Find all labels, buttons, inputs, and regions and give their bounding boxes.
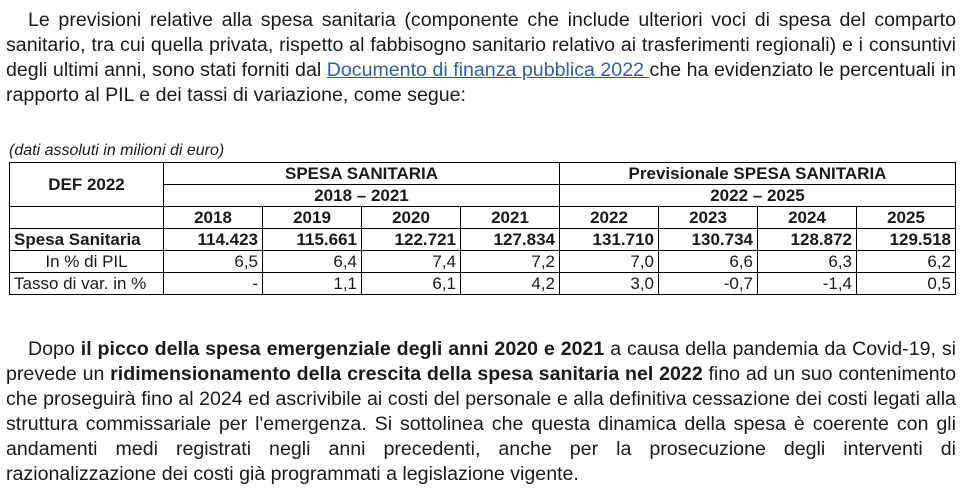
table-row [10, 273, 956, 295]
table-cell: -0,7 [659, 273, 758, 295]
table-cell: 131.710 [560, 229, 659, 251]
year-header: 2020 [362, 207, 461, 229]
analysis-paragraph [6, 337, 956, 487]
year-header: 2022 [560, 207, 659, 229]
para2-bold: ridimensionamento della crescita della spesa sanitaria nel 2022 [110, 363, 703, 385]
table-corner-label: DEF 2022 [10, 163, 164, 207]
table-cell: 6,4 [263, 251, 362, 273]
table-cell: 130.734 [659, 229, 758, 251]
group1-title: SPESA SANITARIA [164, 163, 560, 185]
row-label: Tasso di var. in % [10, 273, 164, 295]
health-spending-table [9, 162, 956, 295]
table-cell: 6,5 [164, 251, 263, 273]
year-header: 2025 [857, 207, 956, 229]
table-cell: - [164, 273, 263, 295]
table-cell: 6,6 [659, 251, 758, 273]
year-header-empty [10, 207, 164, 229]
table-cell: 122.721 [362, 229, 461, 251]
para2-bold: il picco della spesa emergenziale degli anni 2020 e 2021 [80, 338, 605, 360]
table-cell: 129.518 [857, 229, 956, 251]
table-cell: 4,2 [461, 273, 560, 295]
table-row [10, 229, 956, 251]
para2-text: a causa della pandemia da Covid-19, si prevede un [6, 338, 956, 385]
table-cell: -1,4 [758, 273, 857, 295]
table-cell: 127.834 [461, 229, 560, 251]
year-header: 2019 [263, 207, 362, 229]
year-header: 2023 [659, 207, 758, 229]
table-cell: 6,3 [758, 251, 857, 273]
group2-range: 2022 – 2025 [560, 185, 956, 207]
table-cell: 7,2 [461, 251, 560, 273]
table-cell: 128.872 [758, 229, 857, 251]
table-cell: 115.661 [263, 229, 362, 251]
para2-text: fino ad un suo contenimento che proseguirà fino al 2024 ed ascrivibile ai costi del personale e alla definitiva cessazione dei costi legati alla struttura commissariale per l'emergenza. Si sottolinea che questa dinamica della spesa è coerente con gli andamenti medi registrati negli anni precedenti, anche per la prosecuzione degli interventi di razionalizzazione dei costi già programmati a legislazione vigente. [6, 363, 956, 485]
table-cell: 6,1 [362, 273, 461, 295]
year-header: 2021 [461, 207, 560, 229]
table-cell: 1,1 [263, 273, 362, 295]
year-header: 2024 [758, 207, 857, 229]
para2-text: Dopo [28, 338, 81, 360]
table-cell: 7,0 [560, 251, 659, 273]
table-cell: 114.423 [164, 229, 263, 251]
year-header: 2018 [164, 207, 263, 229]
table-cell: 7,4 [362, 251, 461, 273]
def-2022-link[interactable]: Documento di finanza pubblica 2022 [326, 59, 650, 81]
row-label: Spesa Sanitaria [10, 229, 164, 251]
group1-range: 2018 – 2021 [164, 185, 560, 207]
intro-text-after: che ha evidenziato le percentuali in rapporto al PIL e dei tassi di variazione, come segue: [6, 59, 956, 106]
group2-title: Previsionale SPESA SANITARIA [560, 163, 956, 185]
table-row [10, 251, 956, 273]
table-cell: 3,0 [560, 273, 659, 295]
intro-text-before: Le previsioni relative alla spesa sanitaria (componente che include ulteriori voci di spesa del comparto sanitario, tra cui quella privata, rispetto al fabbisogno sanitario relativo ai trasferimenti regionali) e i consuntivi degli ultimi anni, sono stati forniti dal [6, 9, 956, 81]
table-cell: 6,2 [857, 251, 956, 273]
intro-paragraph [6, 8, 956, 108]
table-cell: 0,5 [857, 273, 956, 295]
row-label: In % di PIL [10, 251, 164, 273]
table-caption: (dati assoluti in milioni di euro) [9, 142, 225, 159]
